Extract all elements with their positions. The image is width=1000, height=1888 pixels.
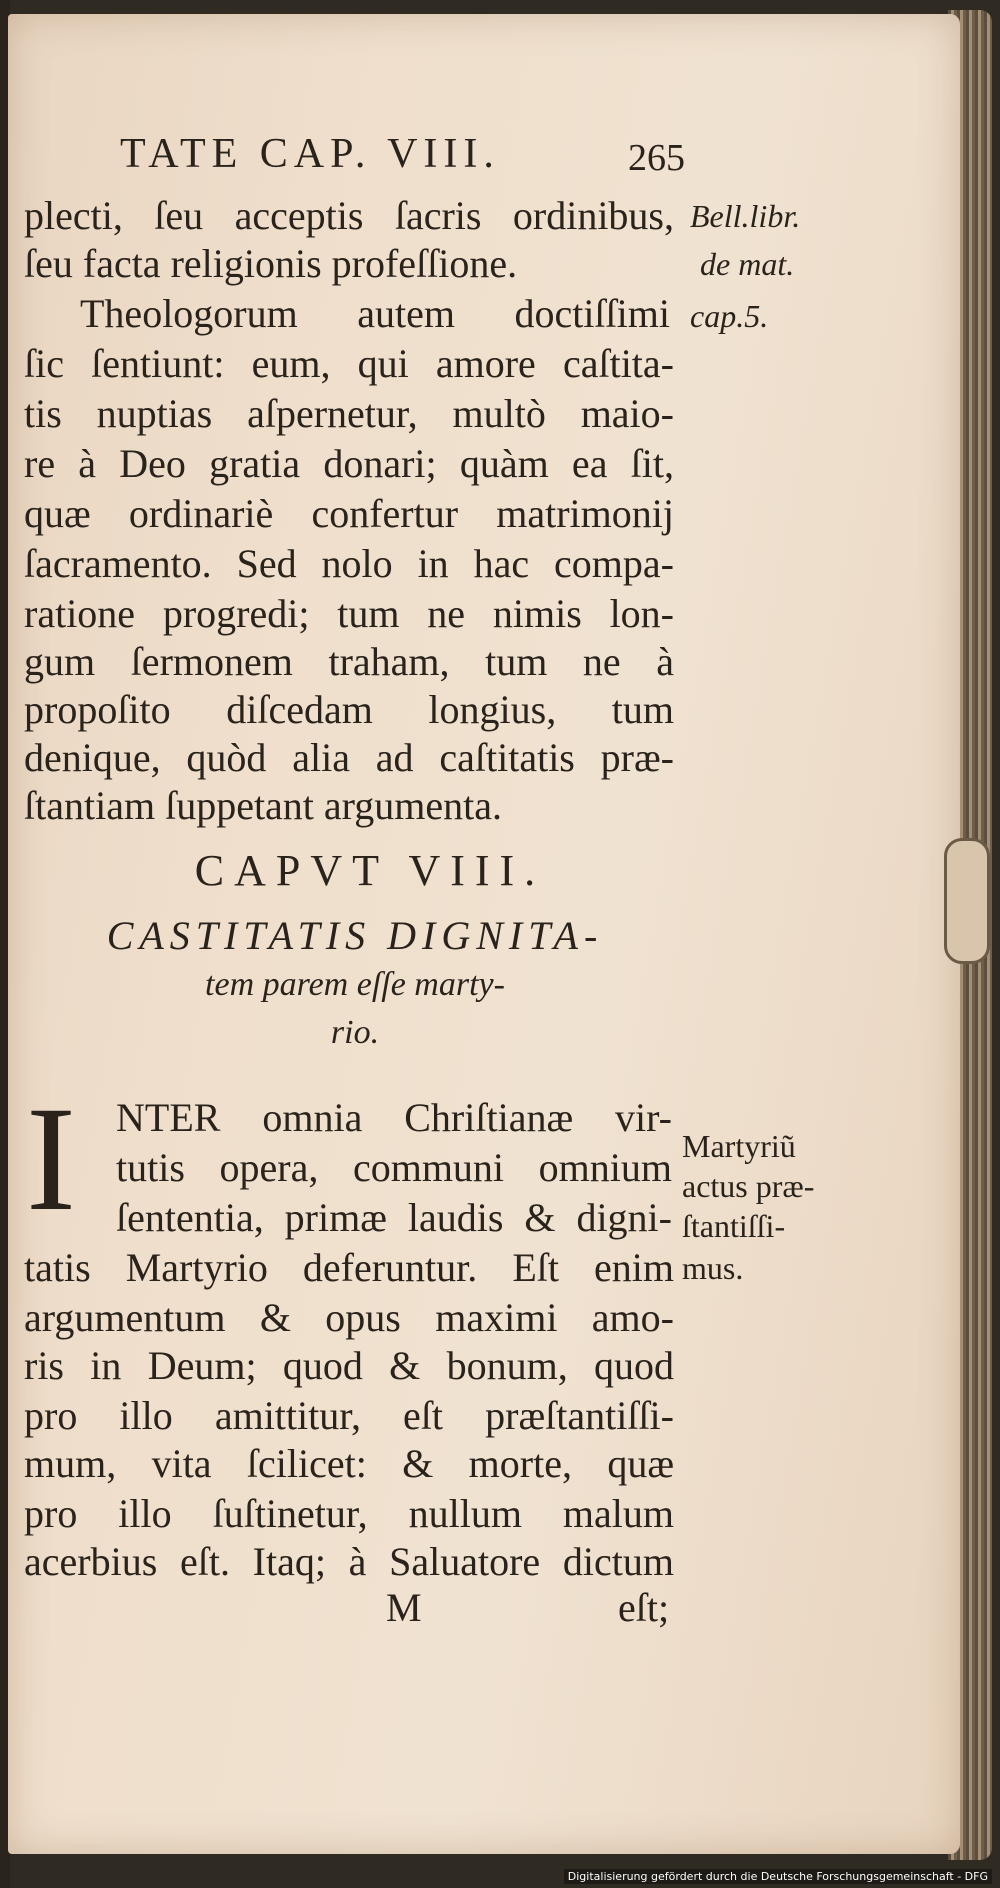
text-line: mum, vita ſcilicet: & morte, quæ xyxy=(24,1441,674,1486)
margin-note-line: actus præ- xyxy=(682,1168,815,1204)
catchword: eſt; xyxy=(618,1585,670,1630)
text-line: NTER omnia Chriſtianæ vir- xyxy=(116,1095,672,1140)
text-line: ſacramento. Sed nolo in hac compa- xyxy=(24,541,674,586)
chapter-heading: CAPVT VIII. xyxy=(194,846,546,895)
text-line: pro illo ſuſtinetur, nullum malum xyxy=(24,1491,674,1536)
text-line: ſeu facta religionis profeſſione. xyxy=(24,241,518,286)
running-title: TATE CAP. VIII. xyxy=(120,131,500,177)
text-line: quæ ordinariè confertur matrimonij xyxy=(24,491,674,536)
chapter-title-line: tem parem eſſe marty- xyxy=(205,966,505,1003)
page-number: 265 xyxy=(628,137,685,179)
text-line: ſtantiam ſuppetant argumenta. xyxy=(24,783,503,828)
digitization-credit: Digitalisierung gefördert durch die Deutsche Forschungsgemeinschaft - DFG xyxy=(564,1869,992,1884)
margin-note-line: de mat. xyxy=(700,246,795,282)
text-line: argumentum & opus maximi amo- xyxy=(24,1295,674,1340)
text-line: tatis Martyrio deferuntur. Eſt enim xyxy=(24,1245,674,1290)
drop-capital: I xyxy=(26,1076,76,1242)
text-line: ratione progredi; tum ne nimis lon- xyxy=(24,591,674,636)
margin-note-line: cap.5. xyxy=(690,298,769,334)
chapter-title-line: rio. xyxy=(330,1014,380,1051)
text-line: propoſito diſcedam longius, tum xyxy=(24,687,674,732)
text-line: ſic ſentiunt: eum, qui amore caſtita- xyxy=(24,341,674,386)
margin-note-line: Bell.libr. xyxy=(690,198,801,234)
text-line: acerbius eſt. Itaq; à Saluatore dictum xyxy=(24,1539,674,1584)
text-line: tutis opera, communi omnium xyxy=(116,1145,672,1190)
signature-mark: M xyxy=(386,1585,422,1630)
text-line: ris in Deum; quod & bonum, quod xyxy=(24,1343,674,1388)
margin-note-line: ſtantiſſi- xyxy=(682,1208,786,1244)
book-clasp xyxy=(944,838,990,964)
text-line: plecti, ſeu acceptis ſacris ordinibus, xyxy=(24,193,674,238)
text-line: ſententia, primæ laudis & digni- xyxy=(116,1195,672,1240)
text-line: denique, quòd alia ad caſtitatis præ- xyxy=(24,735,674,780)
chapter-title-line: CASTITATIS DIGNITA- xyxy=(106,913,604,958)
text-line: gum ſermonem traham, tum ne à xyxy=(24,639,674,684)
margin-note-line: Martyriũ xyxy=(682,1128,796,1164)
text-line: pro illo amittitur, eſt præſtantiſſi- xyxy=(24,1393,674,1438)
margin-note-line: mus. xyxy=(682,1250,744,1286)
text-line: re à Deo gratia donari; quàm ea ſit, xyxy=(24,441,674,486)
text-line: Theologorum autem doctiſſimi xyxy=(80,291,670,336)
text-line: tis nuptias aſpernetur, multò maio- xyxy=(24,391,674,436)
